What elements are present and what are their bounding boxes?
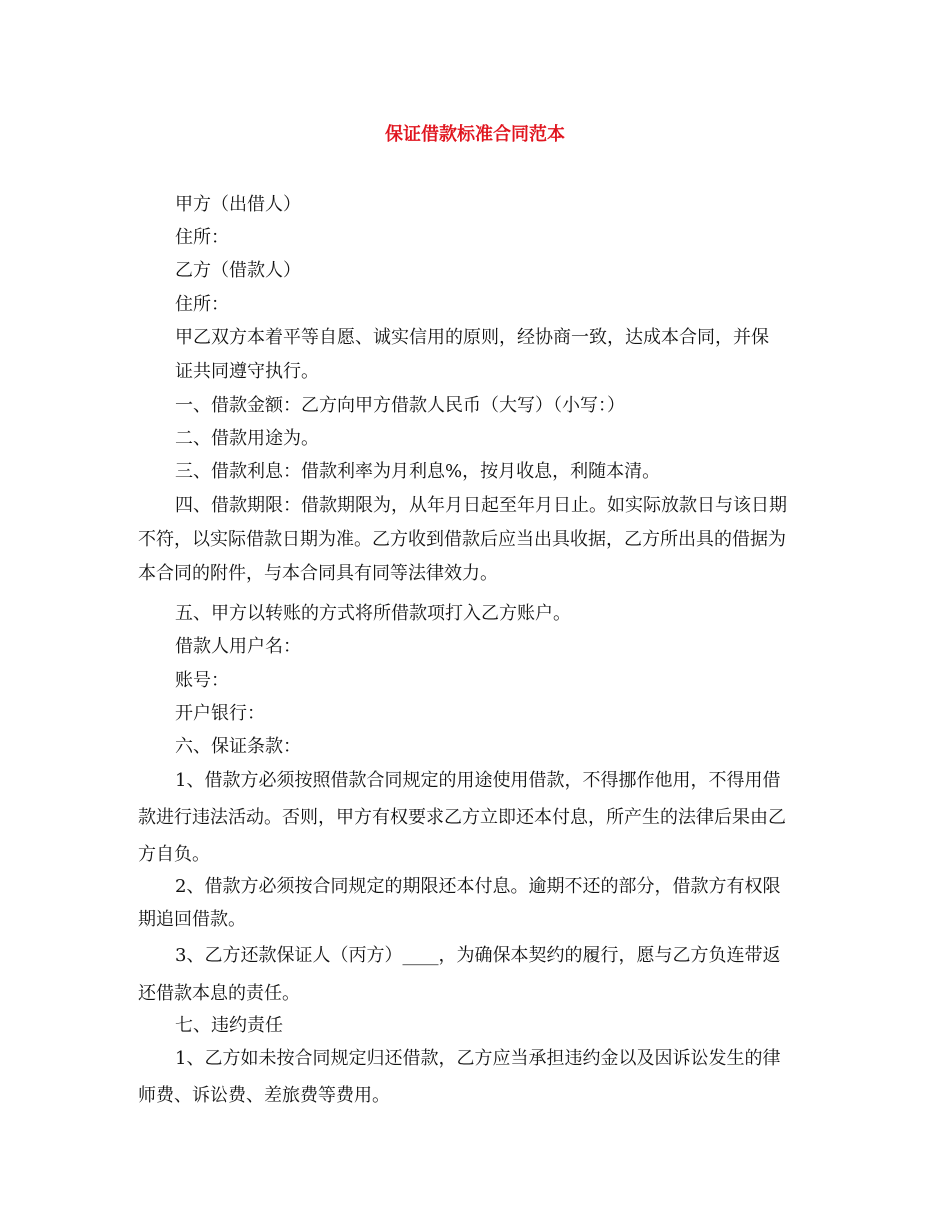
bank-name: 开户银行： xyxy=(175,703,265,724)
clause-interest: 三、借款利息：借款利率为月利息%，按月收息，利随本清。 xyxy=(175,461,661,482)
clause-transfer: 五、甲方以转账的方式将所借款项打入乙方账户。 xyxy=(175,603,571,624)
account-number: 账号： xyxy=(175,670,229,691)
clause-term-line-1: 四、借款期限：借款期限为，从年月日起至年月日止。如实际放款日与该日期 xyxy=(175,495,787,516)
guarantee-item-1-line-1: 1、借款方必须按照借款合同规定的用途使用借款，不得挪作他用，不得用借 xyxy=(175,770,781,791)
party-a-address: 住所： xyxy=(175,227,229,248)
party-b-address: 住所： xyxy=(175,294,229,315)
clause-breach-heading: 七、违约责任 xyxy=(175,1015,283,1036)
party-b-line: 乙方（借款人） xyxy=(175,260,301,281)
breach-item-1-line-2: 师费、诉讼费、差旅费等费用。 xyxy=(138,1085,390,1106)
clause-guarantee-heading: 六、保证条款： xyxy=(175,736,301,757)
guarantee-item-2-line-1: 2、借款方必须按合同规定的期限还本付息。逾期不还的部分，借款方有权限 xyxy=(175,876,781,897)
borrower-username: 借款人用户名： xyxy=(175,636,301,657)
document-title: 保证借款标准合同范本 xyxy=(385,124,565,145)
guarantee-item-3-line-1: 3、乙方还款保证人（丙方）____，为确保本契约的履行，愿与乙方负连带返 xyxy=(175,945,781,966)
guarantee-item-1-line-2: 款进行违法活动。否则，甲方有权要求乙方立即还本付息，所产生的法律后果由乙 xyxy=(138,807,786,828)
clause-purpose: 二、借款用途为。 xyxy=(175,428,319,449)
preamble-line-1: 甲乙双方本着平等自愿、诚实信用的原则，经协商一致，达成本合同，并保 xyxy=(175,327,769,348)
party-a-line: 甲方（出借人） xyxy=(175,194,301,215)
breach-item-1-line-1: 1、乙方如未按合同规定归还借款，乙方应当承担违约金以及因诉讼发生的律 xyxy=(175,1048,781,1069)
guarantee-item-3-line-2: 还借款本息的责任。 xyxy=(138,983,300,1004)
guarantee-item-2-line-2: 期追回借款。 xyxy=(138,909,246,930)
guarantee-item-1-line-3: 方自负。 xyxy=(138,844,210,865)
clause-amount: 一、借款金额：乙方向甲方借款人民币（大写）（小写：） xyxy=(175,395,625,416)
clause-term-line-3: 本合同的附件，与本合同具有同等法律效力。 xyxy=(138,563,498,584)
clause-term-line-2: 不符，以实际借款日期为准。乙方收到借款后应当出具收据，乙方所出具的借据为 xyxy=(138,529,786,550)
preamble-line-2: 证共同遵守执行。 xyxy=(175,361,319,382)
